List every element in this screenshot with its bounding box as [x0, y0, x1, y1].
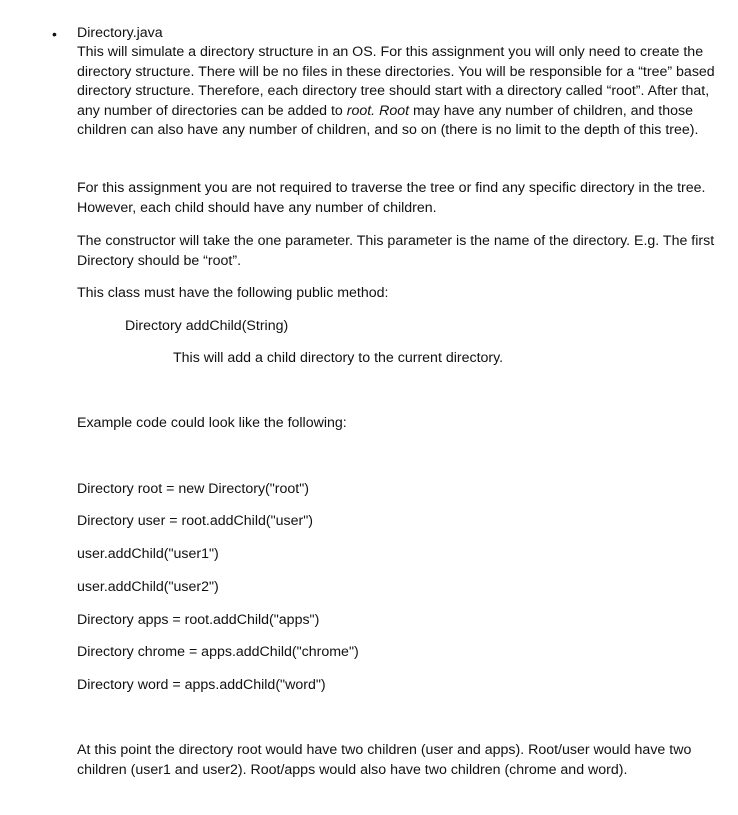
method-description: This will add a child directory to the current directory.	[173, 350, 504, 366]
traverse-paragraph: For this assignment you are not required to traverse the tree or find any specific directory in the tree. However, each child should have any number of children.	[77, 180, 706, 216]
code-line: Directory apps = root.addChild("apps")	[77, 612, 320, 628]
code-line: Directory user = root.addChild("user")	[77, 513, 313, 529]
code-line: Directory word = apps.addChild("word")	[77, 677, 326, 693]
heading-directory-java: Directory.java	[77, 25, 163, 41]
code-line: Directory root = new Directory("root")	[77, 481, 310, 497]
example-intro: Example code could look like the following:	[77, 415, 347, 431]
constructor-paragraph: The constructor will take the one parameter. This parameter is the name of the directory. E.g. The first Directory should be “root”.	[77, 233, 715, 269]
intro-text-3: may have any number of children, and those children can also have any number of children, and so on (there is no limit to the depth of this tree).	[77, 102, 699, 138]
intro-text-1: This will simulate a directory structure in an OS. For this assignment you will only need to create the directory structure. There will be no files in these directories. You will be responsible for a “tree” based directory structure. Therefore, each directory tree should start with a directory called “root”. After that, any number of directories can be added to	[77, 44, 715, 119]
code-line: Directory chrome = apps.addChild("chrome")	[77, 644, 359, 660]
method-signature: Directory addChild(String)	[125, 318, 289, 334]
intro-root-cap-italic: Root	[379, 102, 410, 119]
code-line: user.addChild("user1")	[77, 546, 219, 562]
intro-paragraph	[77, 43, 717, 141]
code-line: user.addChild("user2")	[77, 579, 219, 595]
conclusion-paragraph: At this point the directory root would have two children (user and apps). Root/user would have two children (user1 and user2). Root/apps would also have two children (chrome and word).	[77, 742, 692, 778]
list-bullet: •	[52, 26, 57, 42]
methods-intro: This class must have the following public method:	[77, 285, 389, 301]
intro-root-italic: root.	[346, 102, 376, 119]
